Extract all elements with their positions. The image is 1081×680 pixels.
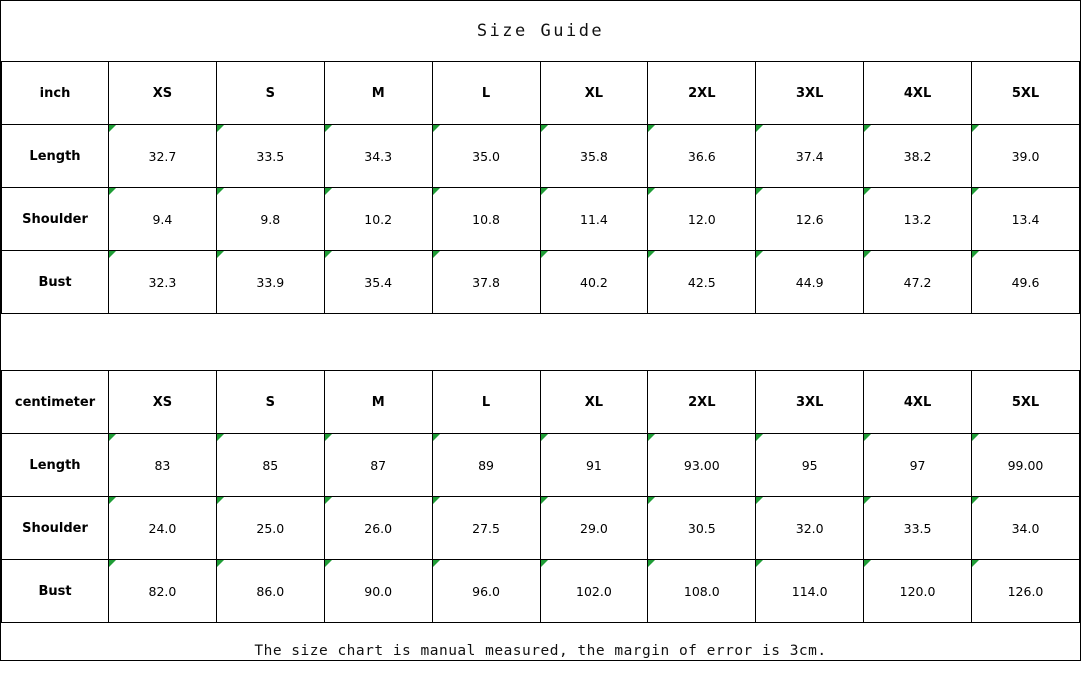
size-table-centimeter (1, 370, 1080, 623)
measurement-label: Bust (2, 251, 109, 314)
measurement-cell: 9.4 (109, 188, 217, 251)
measurement-cell: 33.5 (216, 125, 324, 188)
size-header-2xl: 2XL (648, 371, 756, 434)
size-header-4xl: 4XL (864, 371, 972, 434)
measurement-cell: 38.2 (864, 125, 972, 188)
measurement-cell: 90.0 (324, 560, 432, 623)
measurement-cell: 89 (432, 434, 540, 497)
measurement-cell: 39.0 (972, 125, 1080, 188)
measurement-cell: 24.0 (109, 497, 217, 560)
table-row (2, 251, 1080, 314)
table-row (2, 434, 1080, 497)
measurement-cell: 95 (756, 434, 864, 497)
measurement-cell: 25.0 (216, 497, 324, 560)
size-header-s: S (216, 371, 324, 434)
size-header-xl: XL (540, 62, 648, 125)
size-header-l: L (432, 62, 540, 125)
measurement-cell: 47.2 (864, 251, 972, 314)
measurement-cell: 10.2 (324, 188, 432, 251)
table-row (2, 497, 1080, 560)
measurement-cell: 120.0 (864, 560, 972, 623)
measurement-cell: 44.9 (756, 251, 864, 314)
measurement-cell: 32.0 (756, 497, 864, 560)
size-table-centimeter-body (2, 371, 1080, 623)
footer-note: The size chart is manual measured, the margin of error is 3cm. (254, 643, 827, 659)
measurement-cell: 29.0 (540, 497, 648, 560)
measurement-cell: 33.5 (864, 497, 972, 560)
measurement-label: Length (2, 434, 109, 497)
table-row (2, 560, 1080, 623)
page-title: Size Guide (476, 21, 605, 41)
measurement-cell: 86.0 (216, 560, 324, 623)
measurement-cell: 83 (109, 434, 217, 497)
measurement-label: Shoulder (2, 497, 109, 560)
measurement-cell: 87 (324, 434, 432, 497)
size-header-m: M (324, 62, 432, 125)
table-separator (1, 314, 1080, 370)
measurement-cell: 126.0 (972, 560, 1080, 623)
table-header-row (2, 371, 1080, 434)
measurement-cell: 11.4 (540, 188, 648, 251)
measurement-cell: 37.8 (432, 251, 540, 314)
measurement-cell: 97 (864, 434, 972, 497)
size-header-4xl: 4XL (864, 62, 972, 125)
measurement-cell: 91 (540, 434, 648, 497)
size-header-s: S (216, 62, 324, 125)
measurement-cell: 102.0 (540, 560, 648, 623)
measurement-cell: 12.6 (756, 188, 864, 251)
size-header-5xl: 5XL (972, 371, 1080, 434)
measurement-cell: 49.6 (972, 251, 1080, 314)
measurement-cell: 37.4 (756, 125, 864, 188)
size-table-inch (1, 61, 1080, 314)
size-header-3xl: 3XL (756, 62, 864, 125)
measurement-cell: 13.2 (864, 188, 972, 251)
measurement-cell: 108.0 (648, 560, 756, 623)
measurement-label: Bust (2, 560, 109, 623)
measurement-cell: 13.4 (972, 188, 1080, 251)
size-header-2xl: 2XL (648, 62, 756, 125)
table-row (2, 125, 1080, 188)
unit-label: centimeter (2, 371, 109, 434)
size-header-l: L (432, 371, 540, 434)
measurement-cell: 40.2 (540, 251, 648, 314)
measurement-cell: 93.00 (648, 434, 756, 497)
table-header-row (2, 62, 1080, 125)
measurement-label: Shoulder (2, 188, 109, 251)
size-header-xs: XS (109, 62, 217, 125)
measurement-cell: 35.4 (324, 251, 432, 314)
measurement-cell: 12.0 (648, 188, 756, 251)
measurement-cell: 9.8 (216, 188, 324, 251)
measurement-cell: 32.7 (109, 125, 217, 188)
measurement-cell: 34.3 (324, 125, 432, 188)
measurement-cell: 114.0 (756, 560, 864, 623)
measurement-cell: 85 (216, 434, 324, 497)
measurement-cell: 26.0 (324, 497, 432, 560)
measurement-cell: 82.0 (109, 560, 217, 623)
measurement-cell: 36.6 (648, 125, 756, 188)
size-header-xl: XL (540, 371, 648, 434)
measurement-cell: 10.8 (432, 188, 540, 251)
measurement-cell: 42.5 (648, 251, 756, 314)
measurement-cell: 34.0 (972, 497, 1080, 560)
size-header-m: M (324, 371, 432, 434)
measurement-cell: 99.00 (972, 434, 1080, 497)
measurement-cell: 96.0 (432, 560, 540, 623)
size-header-5xl: 5XL (972, 62, 1080, 125)
size-table-inch-body (2, 62, 1080, 314)
measurement-cell: 27.5 (432, 497, 540, 560)
measurement-cell: 32.3 (109, 251, 217, 314)
size-header-xs: XS (109, 371, 217, 434)
table-row (2, 188, 1080, 251)
size-header-3xl: 3XL (756, 371, 864, 434)
unit-label: inch (2, 62, 109, 125)
measurement-cell: 35.0 (432, 125, 540, 188)
measurement-cell: 30.5 (648, 497, 756, 560)
measurement-cell: 33.9 (216, 251, 324, 314)
measurement-label: Length (2, 125, 109, 188)
measurement-cell: 35.8 (540, 125, 648, 188)
